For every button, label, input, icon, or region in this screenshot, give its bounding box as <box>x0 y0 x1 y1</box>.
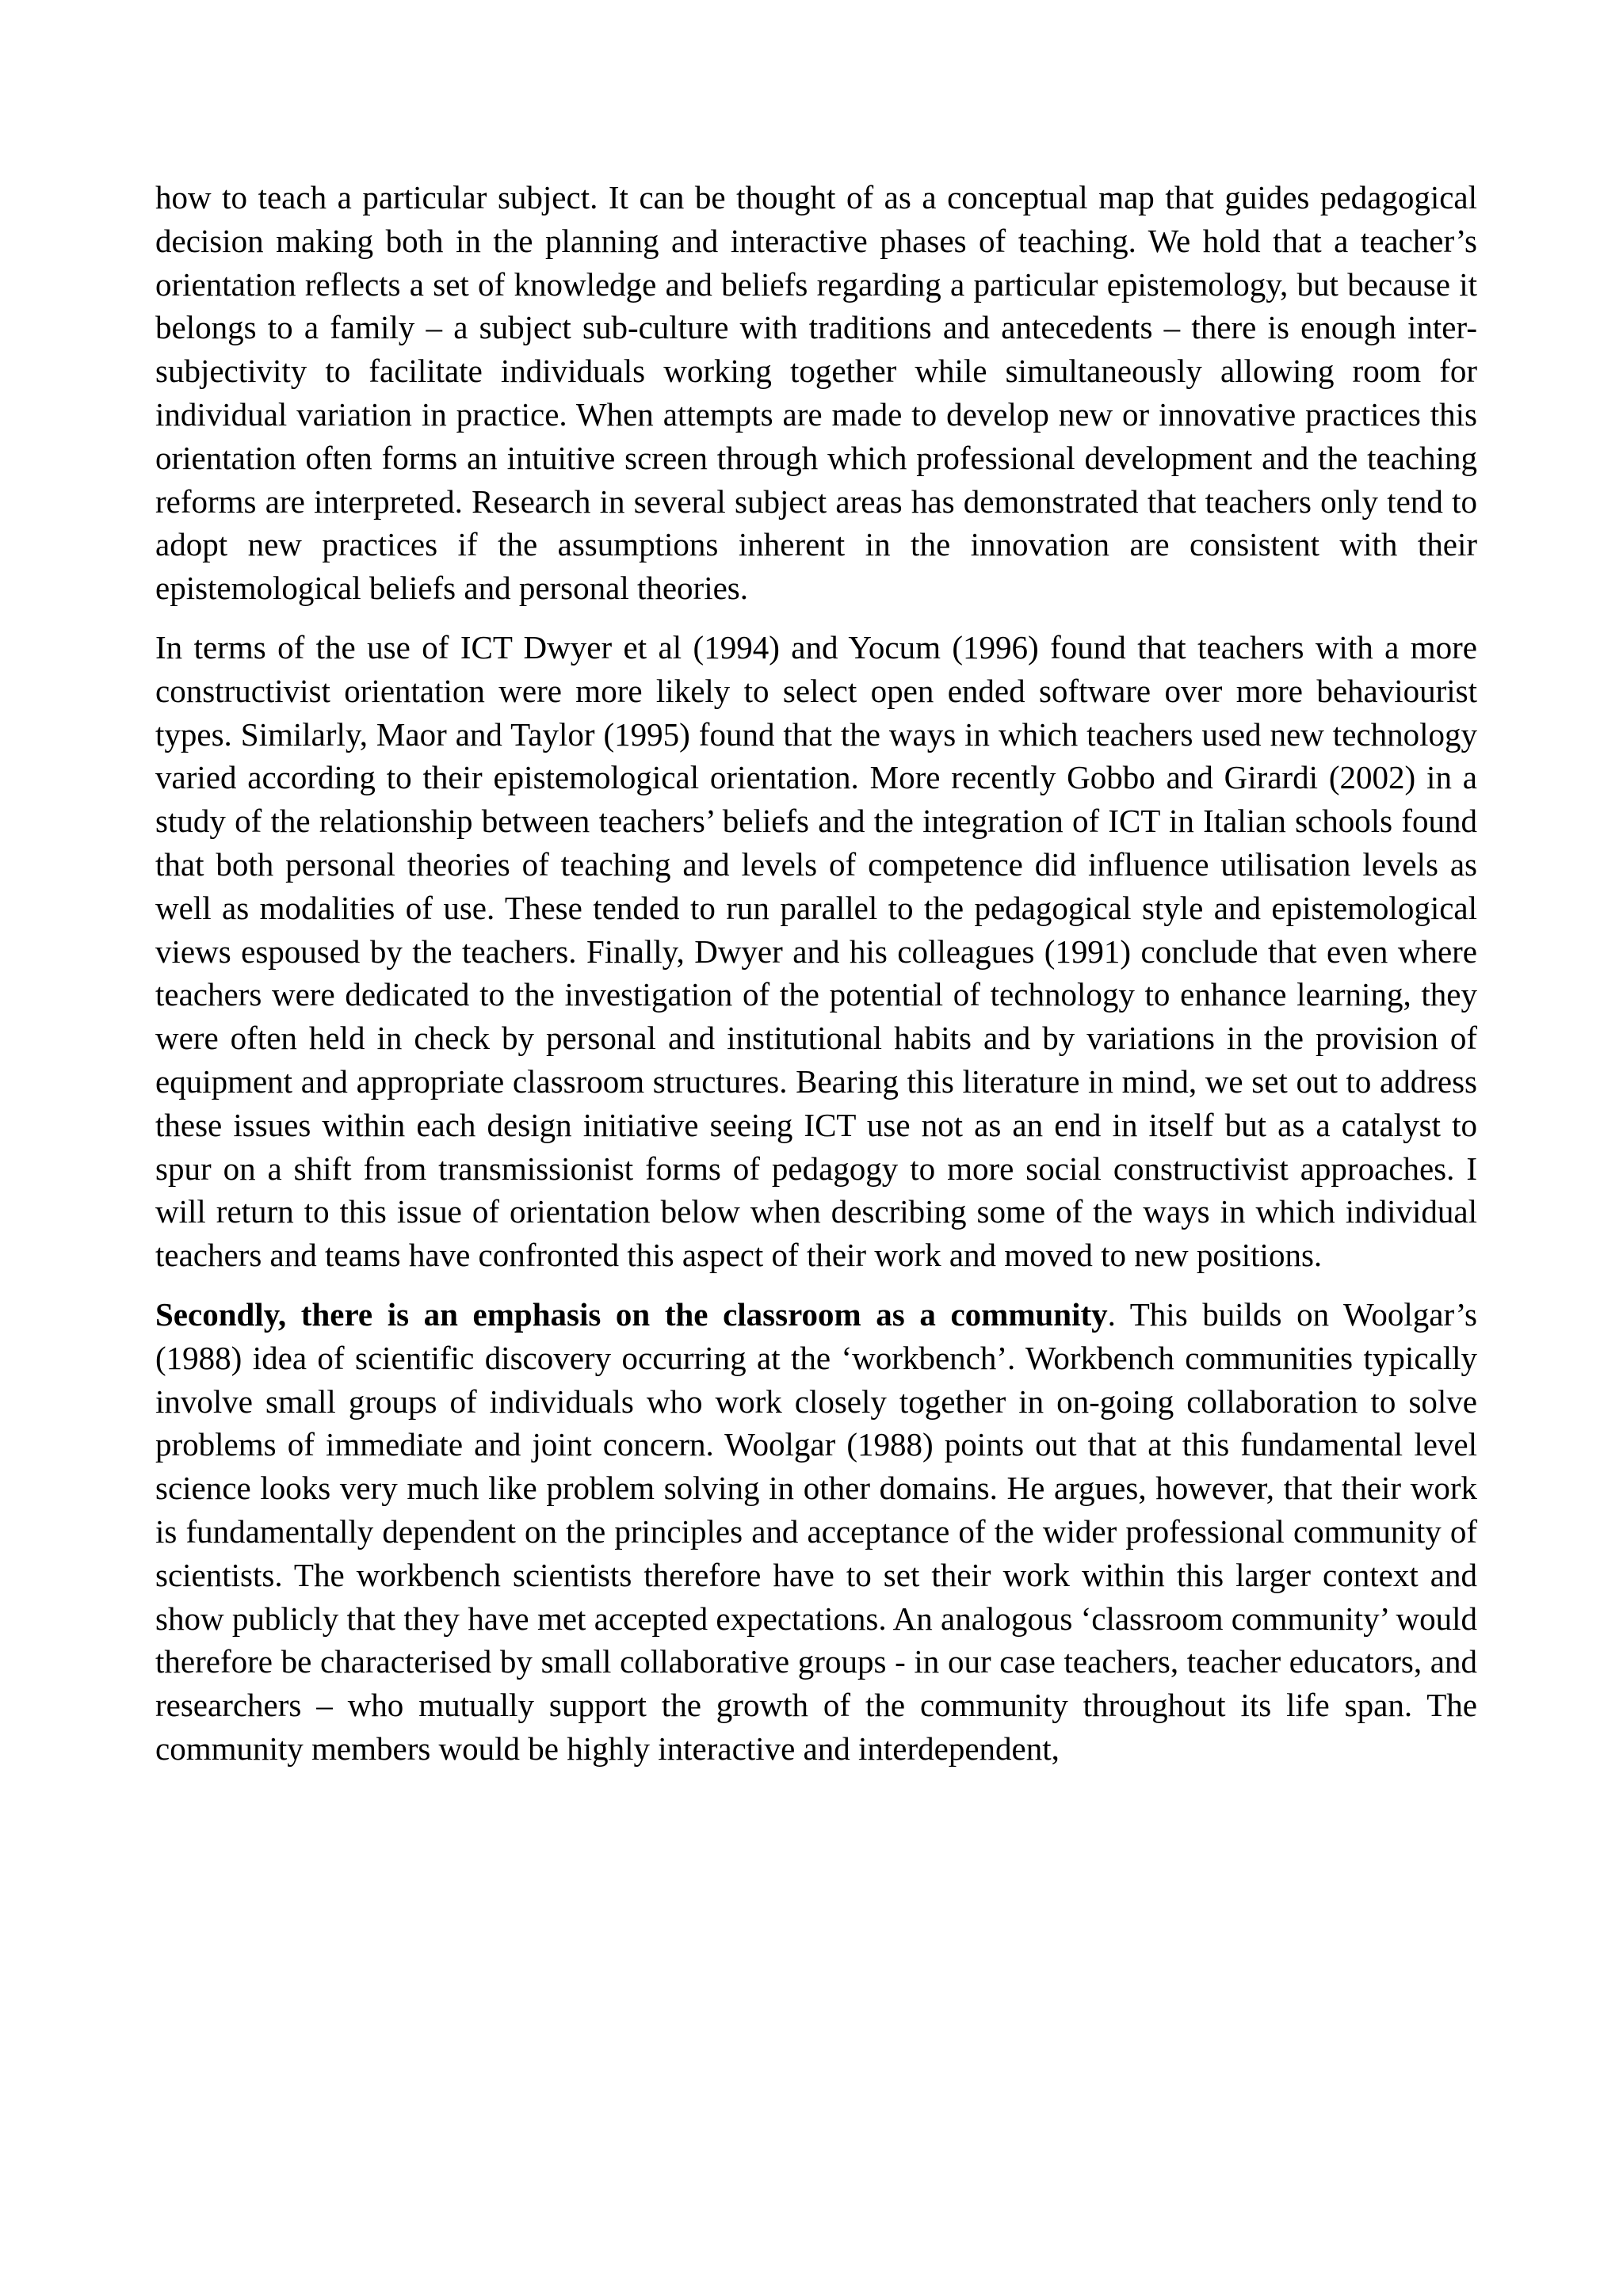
paragraph-text: . This builds on Woolgar’s (1988) idea of scientific discovery occurring at the ‘workbench’. Workbench communities typically involve small groups of individuals who work closely together in on-going collaboration to solve problems of immediate and joint concern. Woolgar (1988) points out that at this fundamental level science looks very much like problem solving in other domains. He argues, however, that their work is fundamentally dependent on the principles and acceptance of the wider professional community of scientists. The workbench scientists therefore have to set their work within this larger context and show publicly that they have met accepted expectations. An analogous ‘classroom community’ would therefore be characterised by small collaborative groups - in our case teachers, teacher educators, and researchers – who mutually support the growth of the community throughout its life span. The community members would be highly interactive and interdependent, <box>155 1295 1477 1767</box>
paragraph-lead-bold: Secondly, there is an emphasis on the classroom as a community <box>155 1295 1108 1333</box>
paragraph-text: how to teach a particular subject. It can be thought of as a conceptual map that guides pedagogical decision making both in the planning and interactive phases of teaching. We hold that a teacher’s orientation reflects a set of knowledge and beliefs regarding a particular epistemology, but because it belongs to a family – a subject sub-culture with traditions and antecedents – there is enough inter-subjectivity to facilitate individuals working together while simultaneously allowing room for individual variation in practice. When attempts are made to develop new or innovative practices this orientation often forms an intuitive screen through which professional development and the teaching reforms are interpreted. Research in several subject areas has demonstrated that teachers only tend to adopt new practices if the assumptions inherent in the innovation are consistent with their epistemological beliefs and personal theories. <box>155 179 1477 607</box>
paragraph-text: In terms of the use of ICT Dwyer et al (1994) and Yocum (1996) found that teachers with a more constructivist orientation were more likely to select open ended software over more behaviourist types. Similarly, Maor and Taylor (1995) found that the ways in which teachers used new technology varied according to their epistemological orientation. More recently Gobbo and Girardi (2002) in a study of the relationship between teachers’ beliefs and the integration of ICT in Italian schools found that both personal theories of teaching and levels of competence did influence utilisation levels as well as modalities of use. These tended to run parallel to the pedagogical style and epistemological views espoused by the teachers. Finally, Dwyer and his colleagues (1991) conclude that even where teachers were dedicated to the investigation of the potential of technology to enhance learning, they were often held in check by personal and institutional habits and by variations in the provision of equipment and appropriate classroom structures. Bearing this literature in mind, we set out to address these issues within each design initiative seeing ICT use not as an end in itself but as a catalyst to spur on a shift from transmissionist forms of pedagogy to more social constructivist approaches. I will return to this issue of orientation below when describing some of the ways in which individual teachers and teams have confronted this aspect of their work and moved to new positions. <box>155 628 1477 1274</box>
paragraph-ict-use <box>155 626 1477 1277</box>
paragraph-classroom-community <box>155 1293 1477 1771</box>
paragraph-orientation <box>155 176 1477 610</box>
document-body <box>155 176 1477 1787</box>
